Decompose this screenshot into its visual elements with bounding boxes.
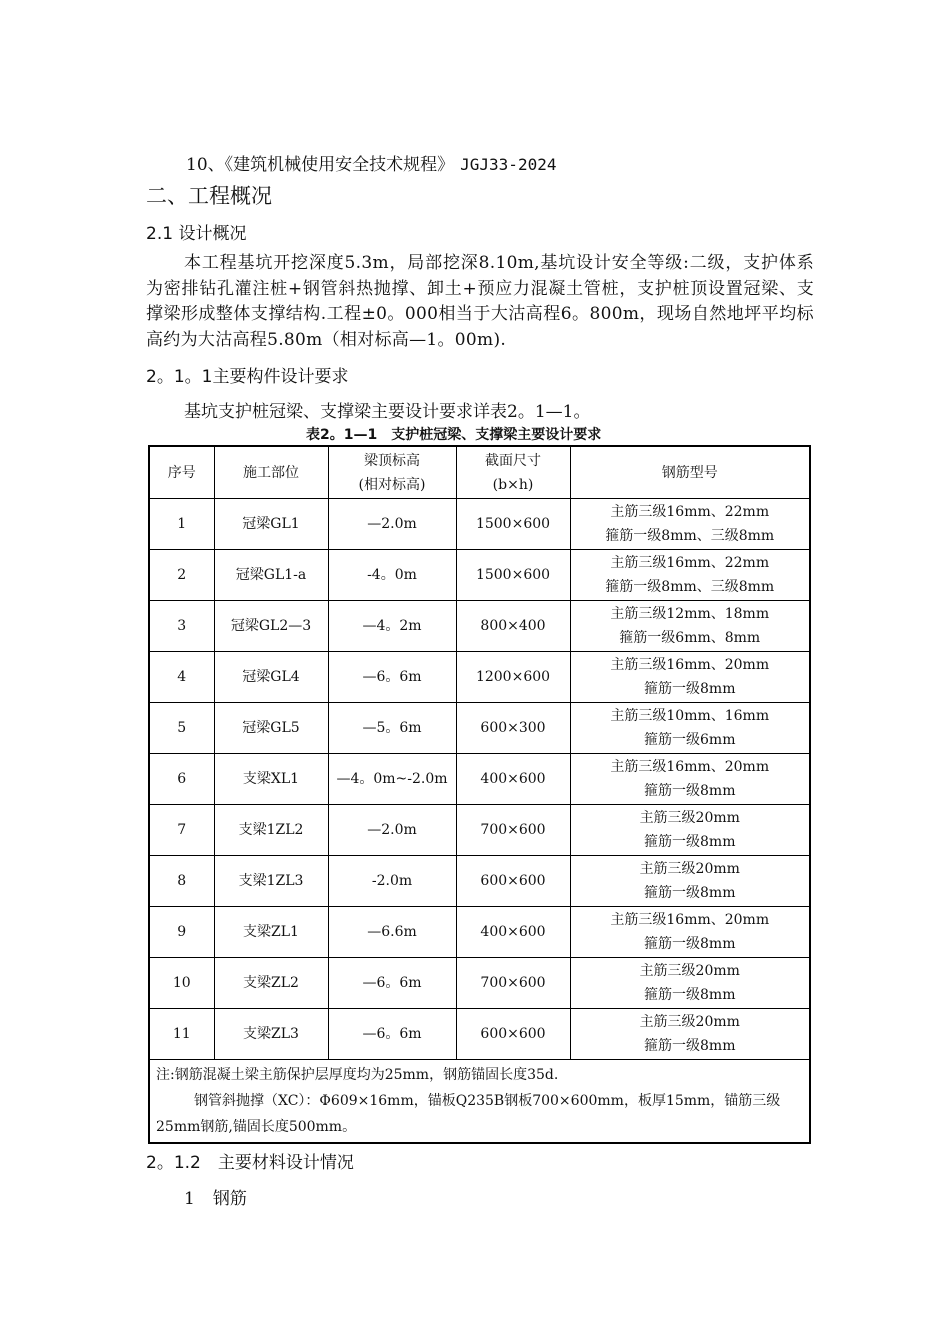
cell-part: 支梁1ZL3	[214, 856, 328, 907]
design-table	[148, 445, 811, 1144]
cell-part: 支梁1ZL2	[214, 805, 328, 856]
cell-no: 2	[149, 550, 214, 601]
table-row	[149, 550, 810, 601]
cell-elevation: —4。2m	[328, 601, 456, 652]
cell-part: 冠梁GL1-a	[214, 550, 328, 601]
cell-elevation: -4。0m	[328, 550, 456, 601]
cell-rebar: 主筋三级16mm、20mm 箍筋一级8mm	[570, 652, 810, 703]
cell-elevation: —2.0m	[328, 805, 456, 856]
cell-no: 4	[149, 652, 214, 703]
cell-part: 支梁ZL2	[214, 958, 328, 1009]
table-row	[149, 1009, 810, 1060]
item-label: 钢筋	[212, 1189, 247, 1209]
cell-rebar: 主筋三级16mm、22mm 箍筋一级8mm、三级8mm	[570, 499, 810, 550]
reference-line	[186, 150, 556, 175]
cell-elevation: —6。6m	[328, 652, 456, 703]
table-row	[149, 499, 810, 550]
cell-elevation: —2.0m	[328, 499, 456, 550]
cell-part: 冠梁GL5	[214, 703, 328, 754]
cell-part: 支梁ZL1	[214, 907, 328, 958]
cell-no: 8	[149, 856, 214, 907]
reference-code: JGJ33-2024	[460, 155, 557, 174]
table-row	[149, 856, 810, 907]
cell-size: 700×600	[456, 805, 570, 856]
cell-part: 冠梁GL4	[214, 652, 328, 703]
cell-rebar: 主筋三级12mm、18mm 箍筋一级6mm、8mm	[570, 601, 810, 652]
cell-size: 600×600	[456, 1009, 570, 1060]
cell-rebar: 主筋三级20mm 箍筋一级8mm	[570, 856, 810, 907]
cell-size: 400×600	[456, 907, 570, 958]
cell-no: 7	[149, 805, 214, 856]
cell-part: 支梁ZL3	[214, 1009, 328, 1060]
cell-rebar: 主筋三级20mm 箍筋一级8mm	[570, 1009, 810, 1060]
table-caption: 表2。1—1 支护桩冠梁、支撑梁主要设计要求	[306, 427, 602, 443]
table-row	[149, 958, 810, 1009]
cell-size: 800×400	[456, 601, 570, 652]
cell-size: 1500×600	[456, 550, 570, 601]
header-part: 施工部位	[214, 446, 328, 499]
table-row	[149, 907, 810, 958]
cell-size: 600×300	[456, 703, 570, 754]
cell-size: 700×600	[456, 958, 570, 1009]
cell-rebar: 主筋三级20mm 箍筋一级8mm	[570, 805, 810, 856]
table-row	[149, 805, 810, 856]
reference-title: 《建筑机械使用安全技术规程》	[224, 155, 455, 175]
cell-rebar: 主筋三级16mm、22mm 箍筋一级8mm、三级8mm	[570, 550, 810, 601]
cell-rebar: 主筋三级10mm、16mm 箍筋一级6mm	[570, 703, 810, 754]
table-row	[149, 601, 810, 652]
cell-elevation: —5。6m	[328, 703, 456, 754]
materials-heading: 2。1.2 主要材料设计情况	[146, 1153, 354, 1173]
cell-rebar: 主筋三级16mm、20mm 箍筋一级8mm	[570, 907, 810, 958]
cell-no: 9	[149, 907, 214, 958]
cell-elevation: —6。6m	[328, 1009, 456, 1060]
table-row	[149, 754, 810, 805]
cell-no: 11	[149, 1009, 214, 1060]
cell-part: 冠梁GL1	[214, 499, 328, 550]
cell-rebar: 主筋三级16mm、20mm 箍筋一级8mm	[570, 754, 810, 805]
cell-no: 1	[149, 499, 214, 550]
table-note-row	[149, 1060, 810, 1144]
cell-no: 6	[149, 754, 214, 805]
cell-no: 3	[149, 601, 214, 652]
cell-size: 1200×600	[456, 652, 570, 703]
cell-elevation: —6。6m	[328, 958, 456, 1009]
cell-elevation: -2.0m	[328, 856, 456, 907]
table-header-row	[149, 446, 810, 499]
cell-part: 冠梁GL2—3	[214, 601, 328, 652]
cell-no: 5	[149, 703, 214, 754]
table-note	[149, 1060, 810, 1144]
subsub-heading: 2。1。1主要构件设计要求	[146, 367, 349, 387]
table-intro: 基坑支护桩冠梁、支撑梁主要设计要求详表2。1—1。	[184, 402, 591, 422]
note-line-2: 钢管斜抛撑（XC）：Φ609×16mm，锚板Q235B钢板700×600mm，板厚15mm，锚筋三级25mm钢筋,锚固长度500mm。	[156, 1093, 781, 1135]
header-size: 截面尺寸 (b×h)	[456, 446, 570, 499]
section-heading: 二、工程概况	[146, 184, 272, 208]
overview-paragraph: 本工程基坑开挖深度5.3m，局部挖深8.10m,基坑设计安全等级:二级，支护体系为密排钻孔灌注桩+钢管斜热抛撑、卸土+预应力混凝土管桩，支护桩顶设置冠梁、支撑梁形成整体支撑结构.工程±0。000相当于大沽高程6。800m，现场自然地坪平均标高约为大沽高程5.80m（相对标高—1。00m).	[146, 253, 814, 350]
header-rebar: 钢筋型号	[570, 446, 810, 499]
cell-size: 400×600	[456, 754, 570, 805]
cell-size: 1500×600	[456, 499, 570, 550]
list-item	[184, 1184, 247, 1209]
sub-heading: 2.1 设计概况	[146, 224, 247, 244]
cell-no: 10	[149, 958, 214, 1009]
table-row	[149, 703, 810, 754]
cell-elevation: —6.6m	[328, 907, 456, 958]
cell-part: 支梁XL1	[214, 754, 328, 805]
note-line-1: 注:钢筋混凝土梁主筋保护层厚度均为25mm，钢筋锚固长度35d.	[156, 1067, 559, 1083]
header-elevation: 梁顶标高 (相对标高)	[328, 446, 456, 499]
reference-number: 10、	[186, 155, 225, 175]
cell-rebar: 主筋三级20mm 箍筋一级8mm	[570, 958, 810, 1009]
cell-size: 600×600	[456, 856, 570, 907]
cell-elevation: —4。0m~-2.0m	[328, 754, 456, 805]
item-number: 1	[184, 1189, 195, 1209]
table-row	[149, 652, 810, 703]
header-no: 序号	[149, 446, 214, 499]
